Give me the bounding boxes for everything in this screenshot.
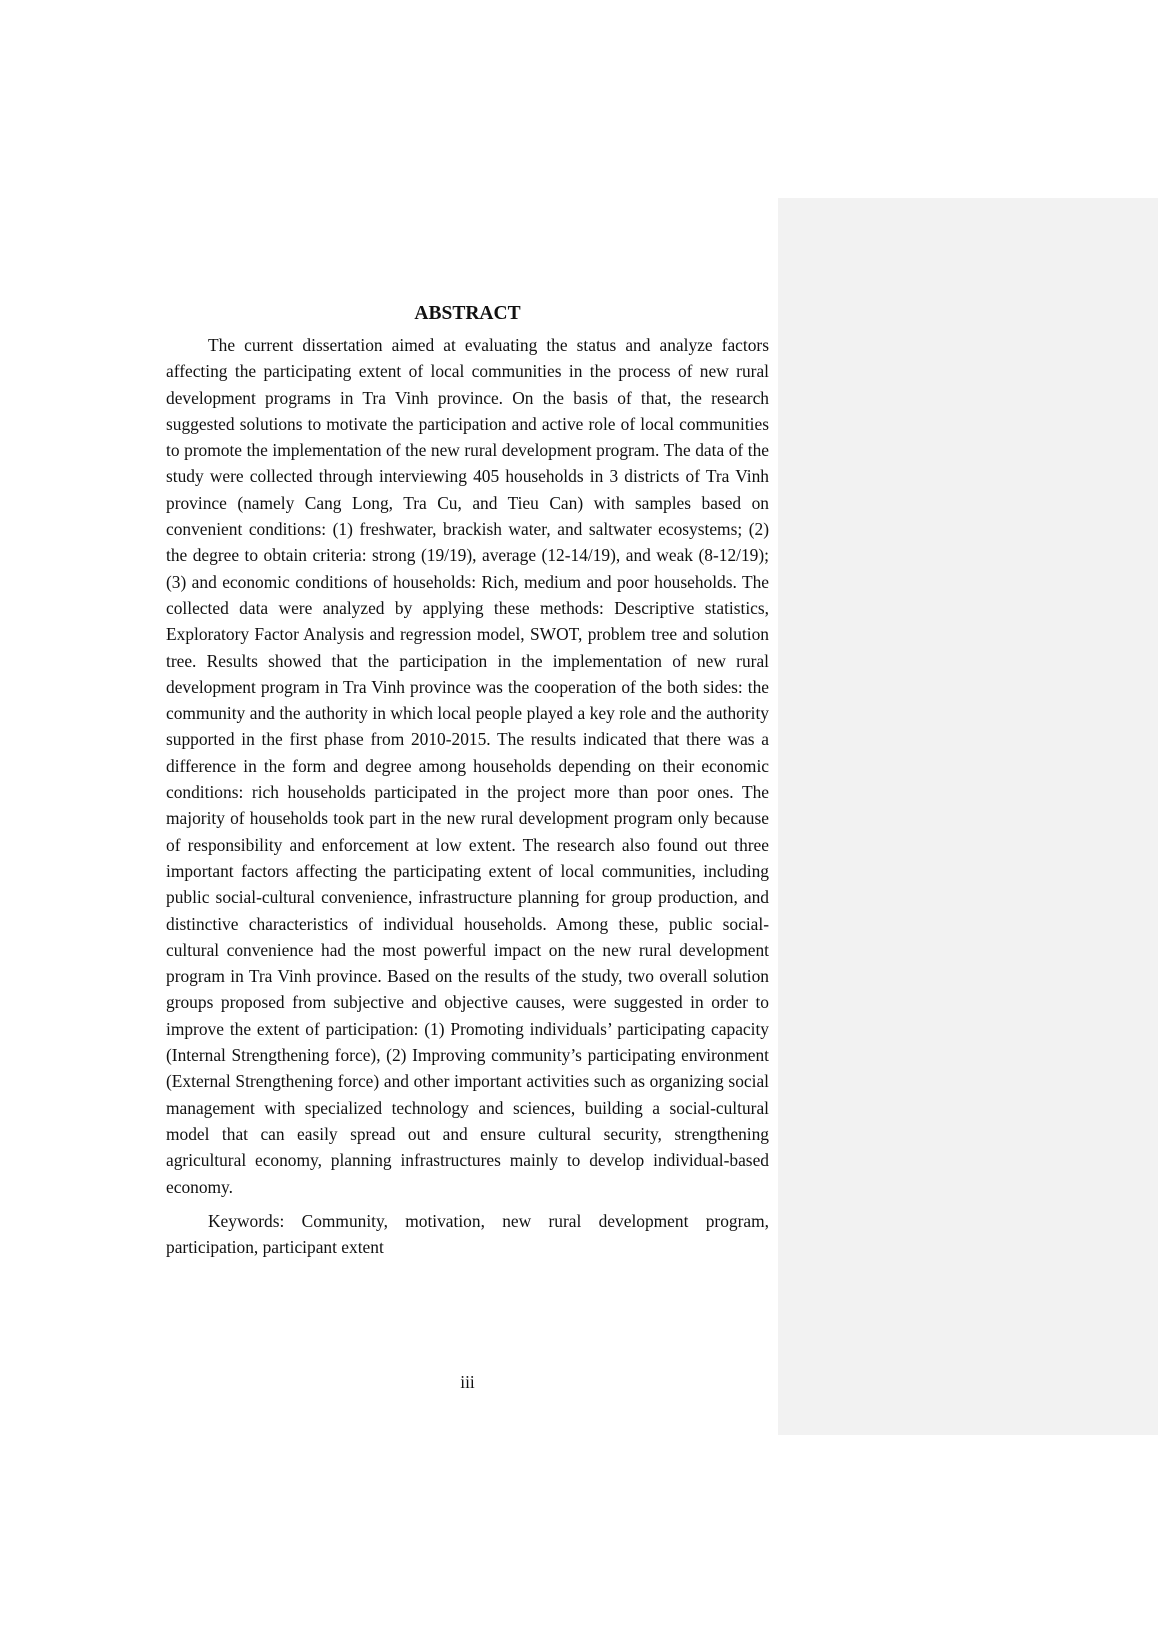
keywords-paragraph: Keywords: Community, motivation, new rural development program, participation, participant extent [166, 1210, 769, 1258]
abstract-title: ABSTRACT [414, 303, 521, 324]
abstract-paragraph: The current dissertation aimed at evaluating the status and analyze factors affecting the participating extent of local communities in the process of new rural development programs in Tra Vinh province. On the basis of that, the research suggested solutions to motivate the participation and active role of local communities to promote the implementation of the new rural development program. The data of the study were collected through interviewing 405 households in 3 districts of Tra Vinh province (namely Cang Long, Tra Cu, and Tieu Can) with samples based on convenient conditions: (1) freshwater, brackish water, and saltwater ecosystems; (2) the degree to obtain criteria: strong (19/19), average (12-14/19), and weak (8-12/19); (3) and economic conditions of households: Rich, medium and poor households. The collected data were analyzed by applying these methods: Descriptive statistics, Exploratory Factor Analysis and regression model, SWOT, problem tree and solution tree. Results showed that the participation in the implementation of new rural development program in Tra Vinh province was the cooperation of the both sides: the community and the authority in which local people played a key role and the authority supported in the first phase from 2010-2015. The results indicated that there was a difference in the form and degree among households depending on their economic conditions: rich households participated in the project more than poor ones. The majority of households took part in the new rural development program only because of responsibility and enforcement at low extent. The research also found out three important factors affecting the participating extent of local communities, including public social-cultural convenience, infrastructure planning for group production, and distinctive characteristics of individual households. Among these, public social-cultural convenience had the most powerful impact on the new rural development program in Tra Vinh province. Based on the results of the study, two overall solution groups proposed from subjective and objective causes, were suggested in order to improve the extent of participation: (1) Promoting individuals’ participating capacity (Internal Strengthening force), (2) Improving community’s participating environment (External Strengthening force) and other important activities such as organizing social management with specialized technology and sciences, building a social-cultural model that can easily spread out and ensure cultural security, strengthening agricultural economy, planning infrastructures mainly to develop individual-based economy. [166, 335, 769, 1197]
comment-pane [778, 198, 1158, 1435]
page-number: iii [460, 1372, 475, 1392]
page-content [166, 296, 769, 1260]
